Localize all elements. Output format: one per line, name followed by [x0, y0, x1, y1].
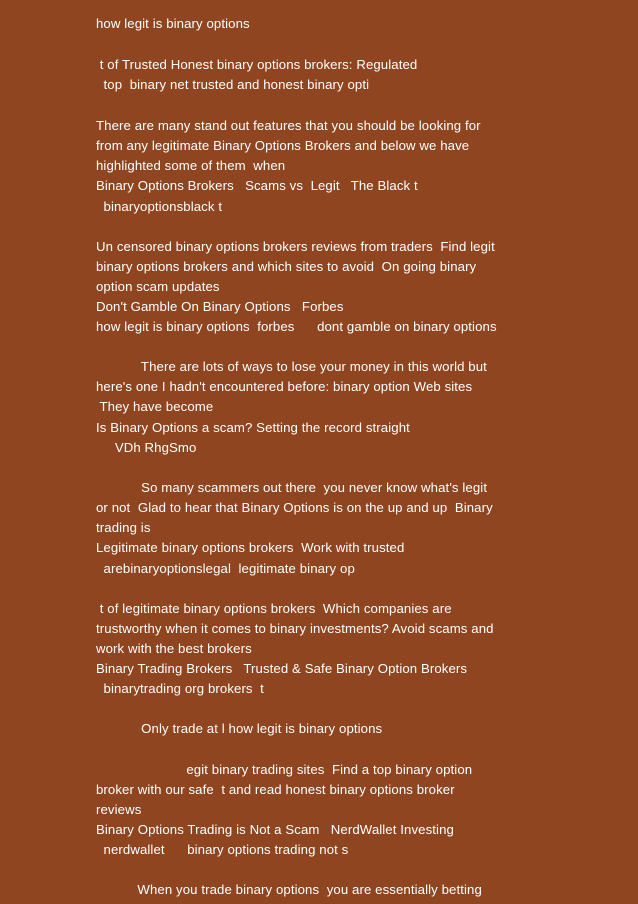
text-line: When you trade binary options you are essentially betting [96, 882, 482, 897]
text-line: binarytrading org brokers t [96, 681, 264, 696]
text-line: Don't Gamble On Binary Options Forbes [96, 299, 344, 314]
text-line: t of legitimate binary options brokers Which companies are [96, 601, 452, 616]
text-line: Legitimate binary options brokers Work with trusted [96, 540, 405, 555]
text-line: Binary Trading Brokers Trusted & Safe Binary Option Brokers [96, 661, 468, 676]
text-line: Un censored binary options brokers reviews from traders Find legit [96, 239, 495, 254]
text-line: egit binary trading sites Find a top binary option [96, 762, 473, 777]
text-line: t of Trusted Honest binary options brokers: Regulated [96, 57, 418, 72]
text-line: option scam updates [96, 279, 220, 294]
text-line: So many scammers out there you never know what's legit [96, 480, 488, 495]
text-line: arebinaryoptionslegal legitimate binary op [96, 561, 355, 576]
text-line: how legit is binary options [96, 16, 250, 31]
text-line: here's one I hadn't encountered before: binary option Web sites [96, 379, 473, 394]
text-line: Binary Options Brokers Scams vs Legit The Black t [96, 178, 418, 193]
text-line: Binary Options Trading is Not a Scam NerdWallet Investing [96, 822, 454, 837]
text-line: reviews [96, 802, 142, 817]
text-line: binaryoptionsblack t [96, 199, 223, 214]
text-line: broker with our safe t and read honest binary options broker [96, 782, 455, 797]
text-line: from any legitimate Binary Options Brokers and below we have [96, 138, 470, 153]
text-line: Is Binary Options a scam? Setting the record straight [96, 420, 410, 435]
text-line: top binary net trusted and honest binary opti [96, 77, 370, 92]
text-line: nerdwallet binary options trading not s [96, 842, 349, 857]
text-line: trading is [96, 520, 151, 535]
text-line: VDh RhgSmo [96, 440, 197, 455]
text-line: trustworthy when it comes to binary investments? Avoid scams and [96, 621, 494, 636]
text-line: binary options brokers and which sites to avoid On going binary [96, 259, 477, 274]
text-line: There are many stand out features that you should be looking for [96, 118, 481, 133]
text-line: how legit is binary options forbes dont gamble on binary options [96, 319, 497, 334]
text-line: or not Glad to hear that Binary Options is on the up and up Binary [96, 500, 493, 515]
text-line: They have become [96, 399, 214, 414]
text-line: There are lots of ways to lose your money in this world but [96, 359, 487, 374]
text-line: highlighted some of them when [96, 158, 286, 173]
text-line: work with the best brokers [96, 641, 252, 656]
text-line: Only trade at l how legit is binary options [96, 721, 383, 736]
